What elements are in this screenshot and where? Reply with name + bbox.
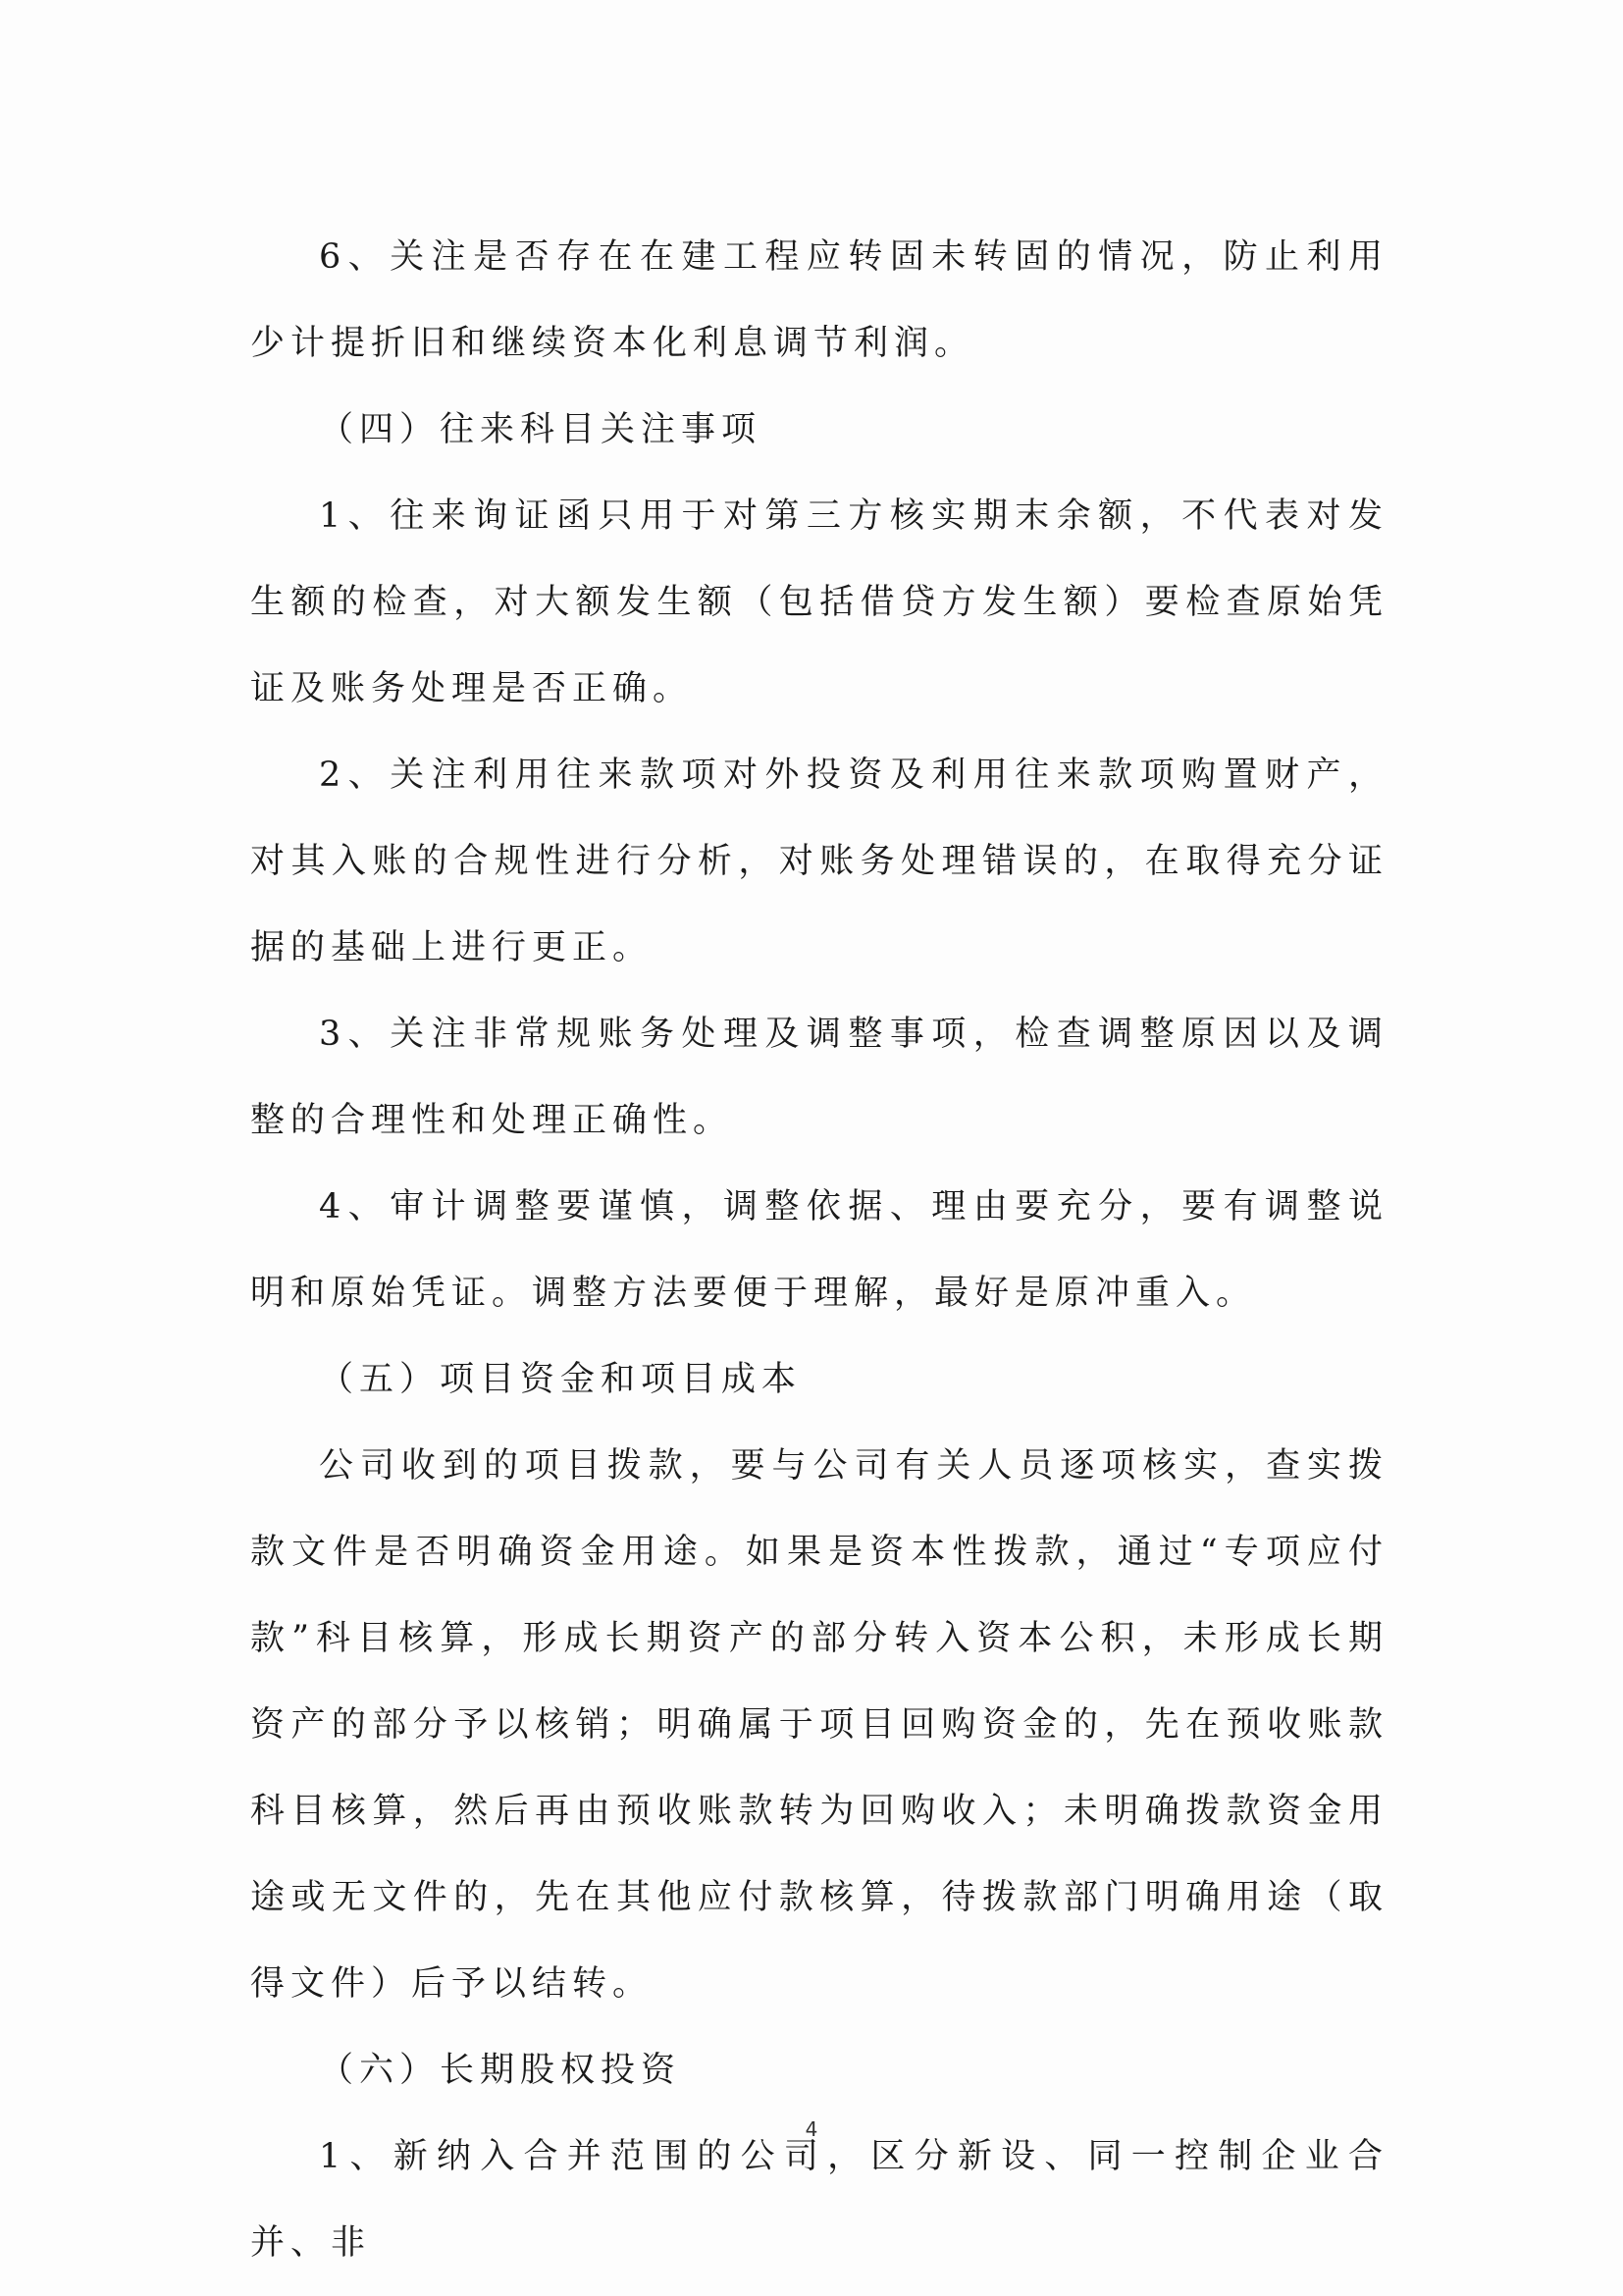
- paragraph-external-investment: 2、关注利用往来款项对外投资及利用往来款项购置财产，对其入账的合规性进行分析，对账务处理错误的，在取得充分证据的基础上进行更正。: [250, 756, 1388, 967]
- paragraph-unusual-adjustments: 3、关注非常规账务处理及调整事项，检查调整原因以及调整的合理性和处理正确性。: [250, 1015, 1388, 1140]
- paragraph-confirmation-letters: 1、往来询证函只用于对第三方核实期末余额，不代表对发生额的检查，对大额发生额（包括借贷方发生额）要检查原始凭证及账务处理是否正确。: [250, 496, 1388, 708]
- section-heading-current-accounts: （四）往来科目关注事项: [319, 410, 762, 449]
- paragraph-construction-in-progress: 6、关注是否存在在建工程应转固未转固的情况，防止利用少计提折旧和继续资本化利息调节利润。: [250, 237, 1388, 363]
- document-body: [250, 214, 1388, 2286]
- page-number: 4: [805, 2117, 818, 2141]
- paragraph-consolidation-scope: 1、新纳入合并范围的公司，区分新设、同一控制企业合并、非: [250, 2137, 1388, 2263]
- section-heading-long-term-equity: （六）长期股权投资: [319, 2051, 682, 2090]
- paragraph-audit-adjustments: 4、审计调整要谨慎，调整依据、理由要充分，要有调整说明和原始凭证。调整方法要便于理解，最好是原冲重入。: [250, 1187, 1388, 1313]
- paragraph-project-allocations: 公司收到的项目拨款，要与公司有关人员逐项核实，查实拨款文件是否明确资金用途。如果是资本性拨款，通过“专项应付款”科目核算，形成长期资产的部分转入资本公积，未形成长期资产的部分予以核销；明确属于项目回购资金的，先在预收账款科目核算，然后再由预收账款转为回购收入；未明确拨款资金用途或无文件的，先在其他应付款核算，待拨款部门明确用途（取得文件）后予以结转。: [250, 1446, 1388, 2004]
- section-heading-project-funds: （五）项目资金和项目成本: [319, 1360, 803, 1399]
